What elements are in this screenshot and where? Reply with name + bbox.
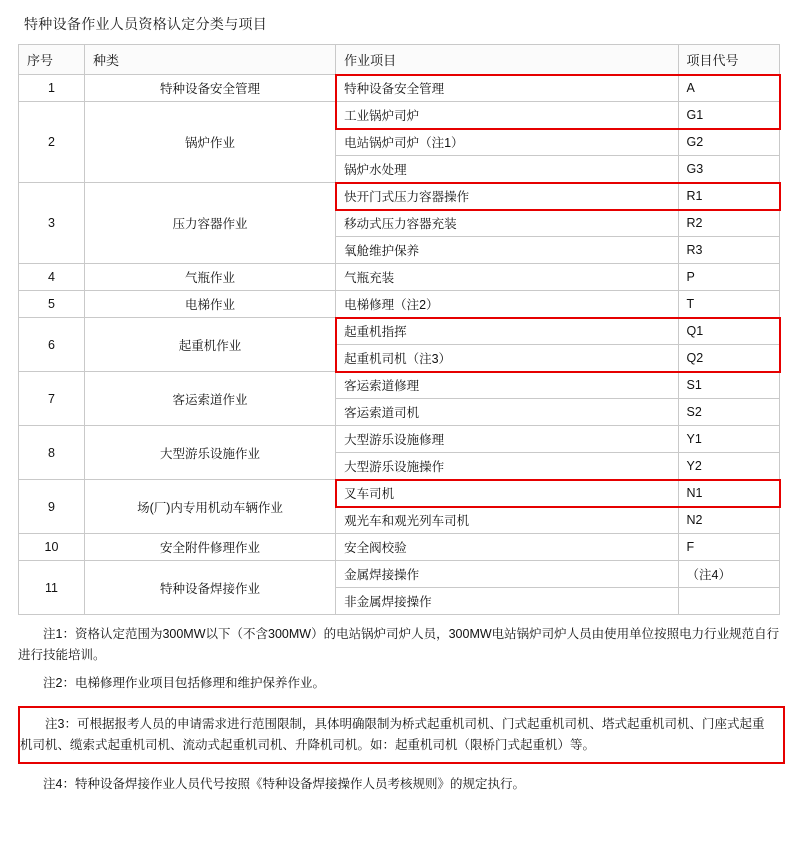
table-row — [19, 75, 780, 102]
cell-code: R1 — [678, 183, 779, 210]
cell-item: 起重机指挥 — [336, 318, 678, 345]
cell-code: A — [678, 75, 779, 102]
note-1: 注1：资格认定范围为300MW以下（不含300MW）的电站锅炉司炉人员，300MW电站锅炉司炉人员由使用单位按照电力行业规范自行进行技能培训。 — [18, 627, 780, 662]
column-header-no: 序号 — [19, 45, 85, 75]
table-row — [19, 561, 780, 588]
table-body — [19, 75, 780, 615]
cell-code: P — [678, 264, 779, 291]
cell-code: R3 — [678, 237, 779, 264]
cell-no: 5 — [19, 291, 85, 318]
cell-code: Q1 — [678, 318, 779, 345]
cell-no: 9 — [19, 480, 85, 534]
cell-item: 气瓶充装 — [336, 264, 678, 291]
cell-item: 起重机司机（注3） — [336, 345, 678, 372]
cell-code: G2 — [678, 129, 779, 156]
cell-code: G3 — [678, 156, 779, 183]
table-header — [19, 45, 780, 75]
cell-kind: 气瓶作业 — [84, 264, 335, 291]
note-3: 注3：可根据报考人员的申请需求进行范围限制，具体明确限制为桥式起重机司机、门式起重机司机、塔式起重机司机、门座式起重机司机、缆索式起重机司机、流动式起重机司机、升降机司机。如：起重机司机（限桥门式起重机）等。 — [18, 706, 785, 764]
cell-code: R2 — [678, 210, 779, 237]
notes-section — [18, 624, 785, 795]
table-row — [19, 480, 780, 507]
cell-kind: 锅炉作业 — [84, 102, 335, 183]
cell-item: 特种设备安全管理 — [336, 75, 678, 102]
cell-code: Y1 — [678, 426, 779, 453]
cell-item: 客运索道修理 — [336, 372, 678, 399]
cell-item: 金属焊接操作 — [336, 561, 678, 588]
cell-code: N1 — [678, 480, 779, 507]
cell-code: S2 — [678, 399, 779, 426]
page-title: 特种设备作业人员资格认定分类与项目 — [24, 16, 268, 32]
cell-code: （注4） — [678, 561, 779, 588]
cell-no: 4 — [19, 264, 85, 291]
column-header-kind: 种类 — [84, 45, 335, 75]
cell-item: 氧舱维护保养 — [336, 237, 678, 264]
qualification-table — [18, 44, 780, 615]
cell-no: 6 — [19, 318, 85, 372]
cell-item: 叉车司机 — [336, 480, 678, 507]
cell-no: 3 — [19, 183, 85, 264]
cell-code: N2 — [678, 507, 779, 534]
cell-kind: 压力容器作业 — [84, 183, 335, 264]
table-row — [19, 318, 780, 345]
table-row — [19, 264, 780, 291]
cell-no: 1 — [19, 75, 85, 102]
cell-code: Q2 — [678, 345, 779, 372]
cell-kind: 安全附件修理作业 — [84, 534, 335, 561]
cell-no: 2 — [19, 102, 85, 183]
cell-item: 快开门式压力容器操作 — [336, 183, 678, 210]
cell-item: 锅炉水处理 — [336, 156, 678, 183]
cell-no: 7 — [19, 372, 85, 426]
cell-kind: 场(厂)内专用机动车辆作业 — [84, 480, 335, 534]
cell-item: 移动式压力容器充装 — [336, 210, 678, 237]
cell-code: Y2 — [678, 453, 779, 480]
table-row — [19, 183, 780, 210]
table-row — [19, 372, 780, 399]
cell-item: 观光车和观光列车司机 — [336, 507, 678, 534]
cell-item: 电站锅炉司炉（注1） — [336, 129, 678, 156]
cell-kind: 大型游乐设施作业 — [84, 426, 335, 480]
cell-code: T — [678, 291, 779, 318]
cell-code: G1 — [678, 102, 779, 129]
cell-kind: 特种设备安全管理 — [84, 75, 335, 102]
table-row — [19, 426, 780, 453]
cell-item: 安全阀校验 — [336, 534, 678, 561]
column-header-code: 项目代号 — [678, 45, 779, 75]
note-4: 注4：特种设备焊接作业人员代号按照《特种设备焊接操作人员考核规则》的规定执行。 — [43, 777, 525, 792]
cell-kind: 特种设备焊接作业 — [84, 561, 335, 615]
cell-item: 大型游乐设施操作 — [336, 453, 678, 480]
cell-item: 电梯修理（注2） — [336, 291, 678, 318]
cell-code: F — [678, 534, 779, 561]
note-2: 注2：电梯修理作业项目包括修理和维护保养作业。 — [43, 676, 325, 691]
cell-kind: 起重机作业 — [84, 318, 335, 372]
cell-kind: 电梯作业 — [84, 291, 335, 318]
table-row — [19, 102, 780, 129]
table-header-row — [19, 45, 780, 75]
cell-code: S1 — [678, 372, 779, 399]
cell-item: 大型游乐设施修理 — [336, 426, 678, 453]
cell-no: 10 — [19, 534, 85, 561]
cell-kind: 客运索道作业 — [84, 372, 335, 426]
column-header-item: 作业项目 — [336, 45, 678, 75]
cell-code — [678, 588, 779, 615]
table-row — [19, 534, 780, 561]
cell-no: 8 — [19, 426, 85, 480]
cell-item: 客运索道司机 — [336, 399, 678, 426]
cell-item: 工业锅炉司炉 — [336, 102, 678, 129]
cell-no: 11 — [19, 561, 85, 615]
table-row — [19, 291, 780, 318]
cell-item: 非金属焊接操作 — [336, 588, 678, 615]
